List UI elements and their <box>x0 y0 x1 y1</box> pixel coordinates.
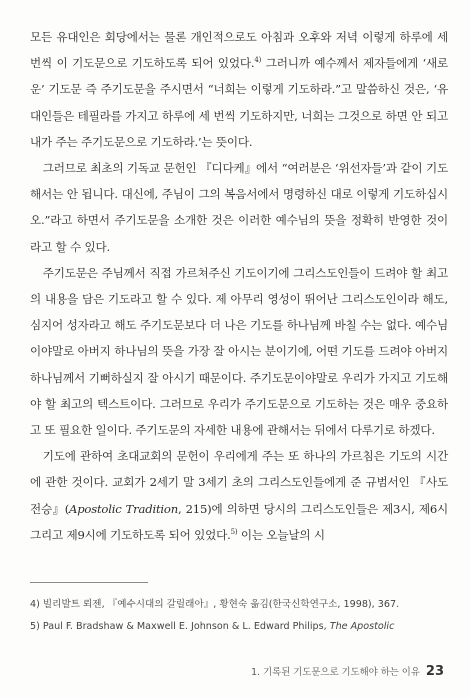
text-run: 기도에 관하여 초대교회의 문헌이 우리에게 주는 또 하나의 가르침은 기도의 시간에 관한 것이다. 교회가 2세기 말 3세기 초의 그리스도인들에게 준 규범서인 『사도전승』( <box>30 449 448 516</box>
footnote-marker: 4) <box>254 56 262 65</box>
footnotes <box>30 594 450 638</box>
body-text <box>30 24 448 548</box>
running-footer-chapter: 1. 기록된 기도문으로 기도해야 하는 이유 <box>251 667 420 678</box>
text-run: 그러므로 최초의 기독교 문헌인 『디다케』에서 “여러분은 ‘위선자들’과 같이 기도해서는 안 됩니다. 대신에, 주님이 그의 복음서에서 명령하신 대로 이렇게 기도하십시오.”라고 하면서 주기도문을 소개한 것은 이러한 예수님의 뜻을 정확히 반영한 것이라고 할 수 있다. <box>30 161 448 254</box>
footnote-marker: 5) <box>230 528 238 536</box>
footnote-label: 4) <box>30 599 40 610</box>
footnote-item <box>30 594 450 616</box>
footnote-text: Paul F. Bradshaw & Maxwell E. Johnson & L. Edward Philips, <box>39 621 330 632</box>
text-run: 주기도문은 주님께서 직접 가르쳐주신 기도이기에 그리스도인들이 드려야 할 최고의 내용을 담은 기도라고 할 수 있다. 제 아무리 영성이 뛰어난 그리스도인이라 해도, 심지어 성자라고 해도 주기도문보다 더 나은 기도를 하나님께 바칠 수는 없다. 예수님이야말로 아버지 하나님의 뜻을 가장 잘 아시는 분이기에, 어떤 기도를 드려야 아버지 하나님께서 기뻐하실지 잘 아시기 때문이다. 주기도문이야말로 우리가 가지고 기도해야 할 최고의 텍스트이다. 그러므로 우리가 주기도문으로 기도하는 것은 매우 중요하고 또 필요한 일이다. 주기도문의 자세한 내용에 관해서는 뒤에서 다루기로 하겠다. <box>30 265 448 438</box>
italic-text: Apostolic Tradition <box>69 501 178 516</box>
text-run: , 215)에 의하면 당시의 그리스도인들은 제3시, 제6시 그리고 제9시에 기도하도록 되어 있었다. <box>30 501 448 542</box>
footnote-italic-title: The Apostolic <box>329 621 395 632</box>
paragraph <box>30 443 448 548</box>
footnote-text: 빌리발트 뢰젠, 『예수시대의 갈릴래아』, 황현숙 옮김(한국신학연구소, 1998), 367. <box>39 599 400 610</box>
footnote-item <box>30 616 450 638</box>
page-footer <box>251 664 444 679</box>
text-run: 그러니까 예수께서 제자들에게 ‘새로운’ 기도문 즉 주기도문을 주시면서 “너희는 이렇게 기도하라.”고 말씀하신 것은, ‘유대인들은 테필라를 가지고 하루에 세 번씩 기도하지만, 너희는 그것으로 하면 안 되고 내가 주는 주기도문으로 기도하라.’는 뜻이다. <box>30 56 449 149</box>
footnote-label: 5) <box>30 621 40 632</box>
text-run: 이는 오늘날의 시 <box>237 527 325 542</box>
page-number: 23 <box>425 664 444 679</box>
text-run: 모든 유대인은 회당에서는 물론 개인적으로도 아침과 오후와 저녁 이렇게 하루에 세 번씩 이 기도문으로 기도하도록 되어 있었다. <box>30 30 448 71</box>
footnote-divider <box>30 582 148 583</box>
paragraph <box>30 155 448 260</box>
paragraph <box>30 260 448 443</box>
paragraph <box>30 24 448 155</box>
